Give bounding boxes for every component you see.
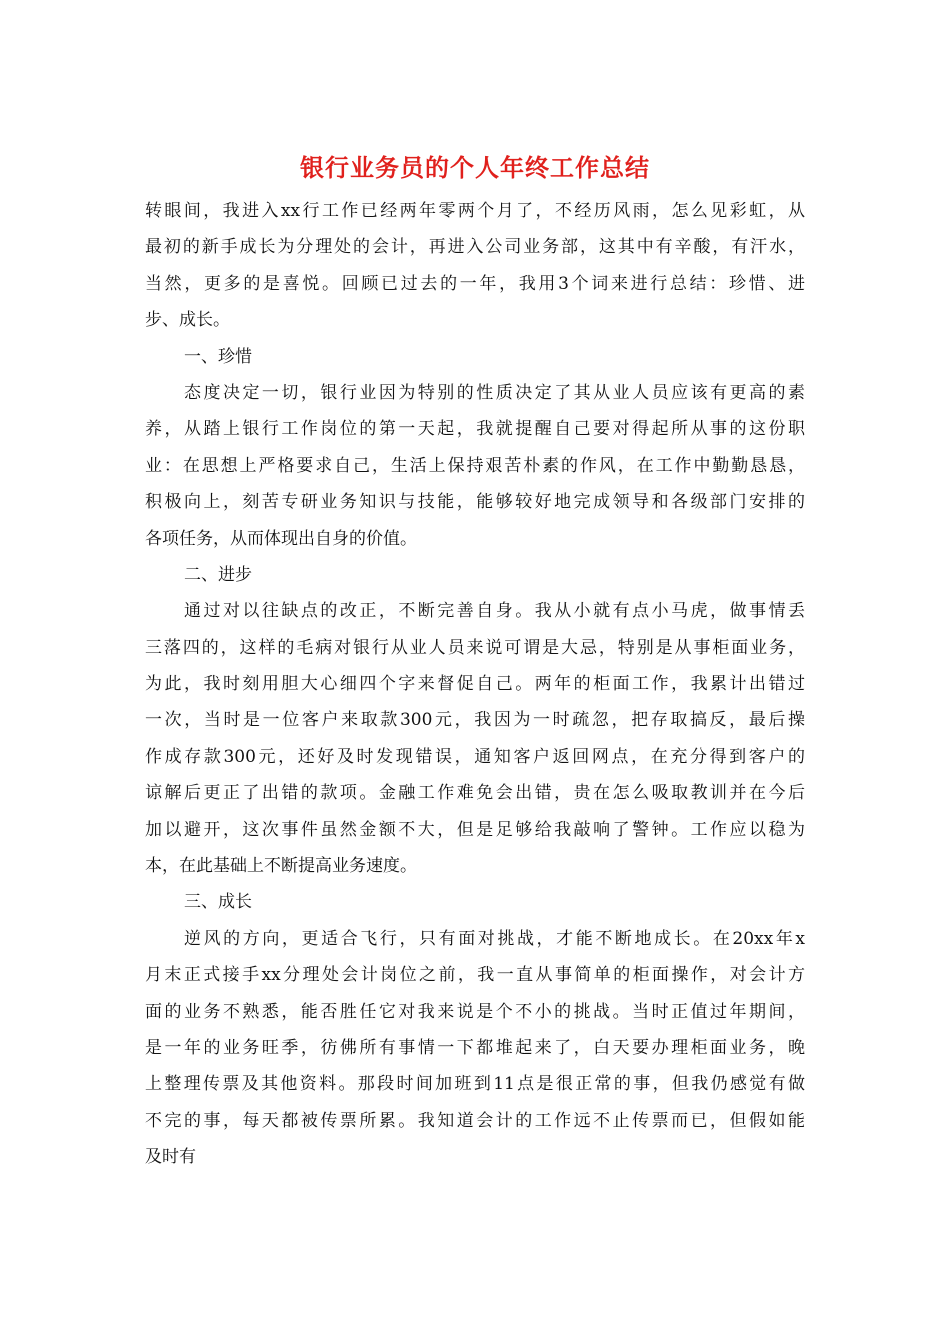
paragraph-line: 不完的事，每天都被传票所累。我知道会计的工作远不止传票而已，但假如能 bbox=[145, 1110, 805, 1131]
document-body bbox=[145, 193, 805, 1176]
paragraph-line: 是一年的业务旺季，彷佛所有事情一下都堆起来了，白天要办理柜面业务，晚 bbox=[145, 1037, 805, 1058]
paragraph-line: 转眼间，我进入xx行工作已经两年零两个月了，不经历风雨，怎么见彩虹，从 bbox=[145, 201, 805, 221]
paragraph-line: 谅解后更正了出错的款项。金融工作难免会出错，贵在怎么吸取教训并在今后 bbox=[145, 783, 805, 804]
paragraph-line: 一次，当时是一位客户来取款300元，我因为一时疏忽，把存取搞反，最后操 bbox=[145, 710, 805, 731]
paragraph-line: 为此，我时刻用胆大心细四个字来督促自己。两年的柜面工作，我累计出错过 bbox=[145, 674, 805, 695]
section-heading-cherish: 一、珍惜 bbox=[184, 346, 252, 367]
paragraph-line: 月末正式接手xx分理处会计岗位之前，我一直从事简单的柜面操作，对会计方 bbox=[145, 965, 805, 986]
paragraph-line: 当然，更多的是喜悦。回顾已过去的一年，我用3个词来进行总结：珍惜、进 bbox=[145, 273, 805, 294]
paragraph-line: 三落四的，这样的毛病对银行从业人员来说可谓是大忌，特别是从事柜面业务， bbox=[145, 637, 805, 658]
paragraph-line: 养，从踏上银行工作岗位的第一天起，我就提醒自己要对得起所从事的这份职 bbox=[145, 419, 805, 440]
paragraph-line: 最初的新手成长为分理处的会计，再进入公司业务部，这其中有辛酸，有汗水， bbox=[145, 237, 805, 258]
paragraph-line: 及时有 bbox=[145, 1147, 196, 1168]
paragraph-line: 积极向上，刻苦专研业务知识与技能，能够较好地完成领导和各级部门安排的 bbox=[145, 492, 805, 513]
paragraph-line: 步、成长。 bbox=[145, 310, 230, 331]
paragraph-line: 业：在思想上严格要求自己，生活上保持艰苦朴素的作风，在工作中勤勤恳恳， bbox=[145, 455, 805, 476]
paragraph-line: 逆风的方向，更适合飞行，只有面对挑战，才能不断地成长。在20xx年x bbox=[184, 928, 805, 949]
paragraph-line: 各项任务，从而体现出自身的价值。 bbox=[145, 528, 417, 549]
paragraph-line: 作成存款300元，还好及时发现错误，通知客户返回网点，在充分得到客户的 bbox=[145, 746, 805, 767]
section-heading-progress: 二、进步 bbox=[184, 564, 252, 585]
paragraph-line: 通过对以往缺点的改正，不断完善自身。我从小就有点小马虎，做事情丢 bbox=[184, 601, 805, 622]
paragraph-line: 加以避开，这次事件虽然金额不大，但是足够给我敲响了警钟。工作应以稳为 bbox=[145, 819, 805, 840]
section-heading-growth: 三、成长 bbox=[184, 892, 252, 913]
document-title: 银行业务员的个人年终工作总结 bbox=[300, 153, 650, 182]
paragraph-line: 态度决定一切，银行业因为特别的性质决定了其从业人员应该有更高的素 bbox=[184, 382, 805, 403]
paragraph-line: 上整理传票及其他资料。那段时间加班到11点是很正常的事，但我仍感觉有做 bbox=[145, 1074, 805, 1095]
paragraph-line: 面的业务不熟悉，能否胜任它对我来说是个不小的挑战。当时正值过年期间， bbox=[145, 1001, 805, 1022]
paragraph-line: 本，在此基础上不断提高业务速度。 bbox=[145, 856, 417, 877]
